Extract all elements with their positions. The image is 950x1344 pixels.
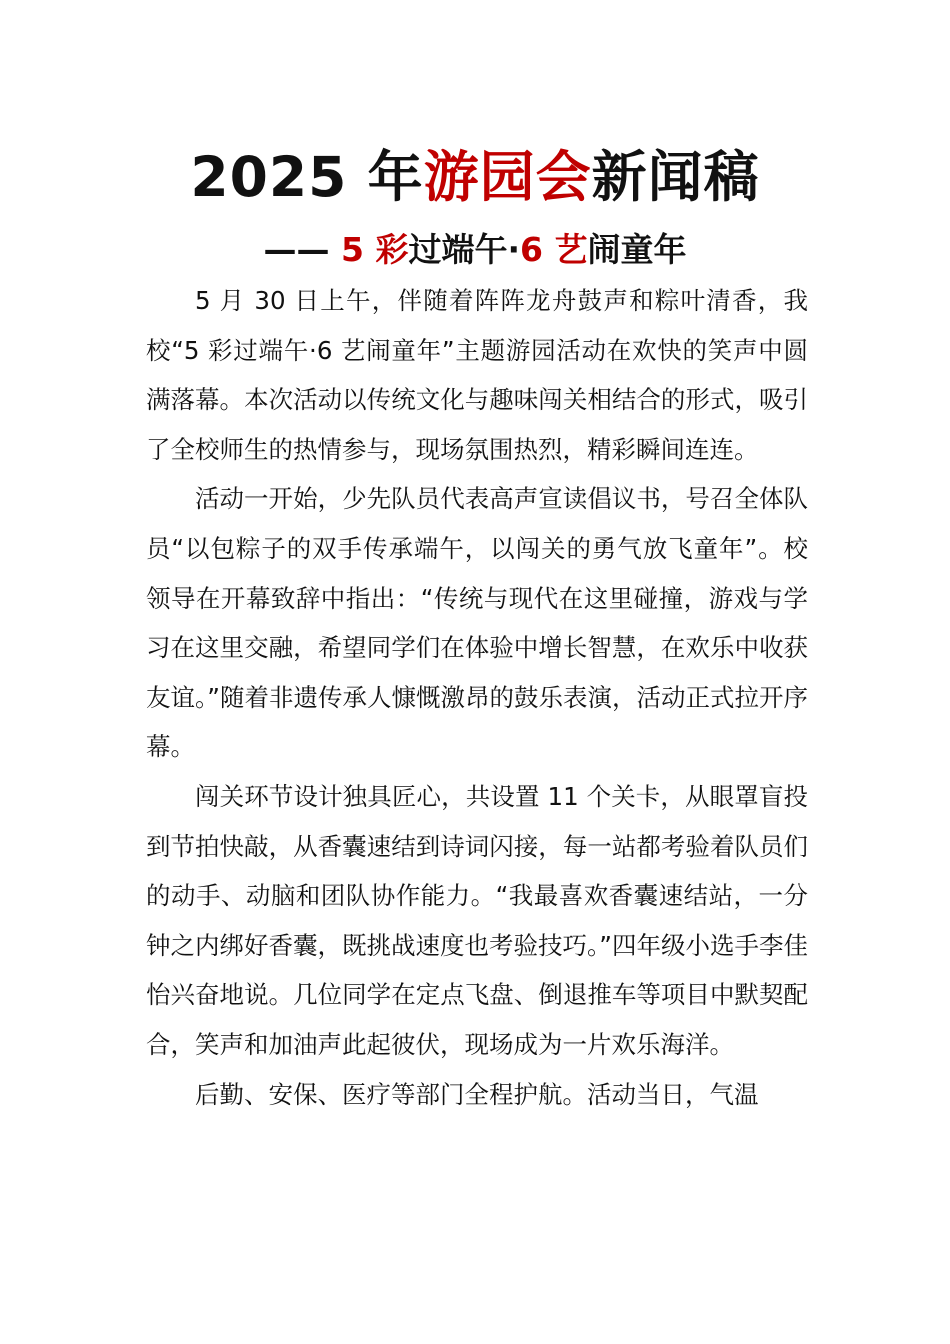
paragraph-2: 活动一开始，少先队员代表高声宣读倡议书，号召全体队员“以包粽子的双手传承端午，以闯关的勇气放飞童年”。校领导在开幕致辞中指出：“传统与现代在这里碰撞，游戏与学习在这里交融，希望同学们在体验中增长智慧，在欢乐中收获友谊。”随着非遗传承人慷慨激昂的鼓乐表演，活动正式拉开序幕。 [146, 484, 808, 762]
paragraph-1: 5 月 30 日上午，伴随着阵阵龙舟鼓声和粽叶清香，我校“5 彩过端午·6 艺闹童年”主题游园活动在欢快的笑声中圆满落幕。本次活动以传统文化与趣味闯关相结合的形式，吸引了全校师生的热情参与，现场氛围热烈，精彩瞬间连连。 [146, 286, 808, 464]
subtitle-dash: —— [263, 230, 342, 269]
subtitle-mid: 过端午· [408, 230, 521, 269]
subtitle-num2: 6 艺 [520, 230, 588, 269]
paragraph-4: 后勤、安保、医疗等部门全程护航。活动当日，气温 [195, 1079, 759, 1109]
title-rest: 新闻稿 [591, 145, 760, 209]
subtitle-end: 闹童年 [587, 230, 687, 269]
title-highlight: 游园会 [423, 145, 592, 209]
title-year: 2025 年 [190, 145, 424, 209]
paragraph-3: 闯关环节设计独具匠心，共设置 11 个关卡，从眼罩盲投到节拍快敲，从香囊速结到诗词闪接，每一站都考验着队员们的动手、动脑和团队协作能力。“我最喜欢香囊速结站，一分钟之内绑好香囊，既挑战速度也考验技巧。”四年级小选手李佳怡兴奋地说。几位同学在定点飞盘、倒退推车等项目中默契配合，笑声和加油声此起彼伏，现场成为一片欢乐海洋。 [146, 781, 808, 1059]
article-body [146, 276, 808, 1119]
page-subtitle [0, 226, 950, 274]
subtitle-num1: 5 彩 [341, 230, 409, 269]
page-title [0, 142, 950, 212]
